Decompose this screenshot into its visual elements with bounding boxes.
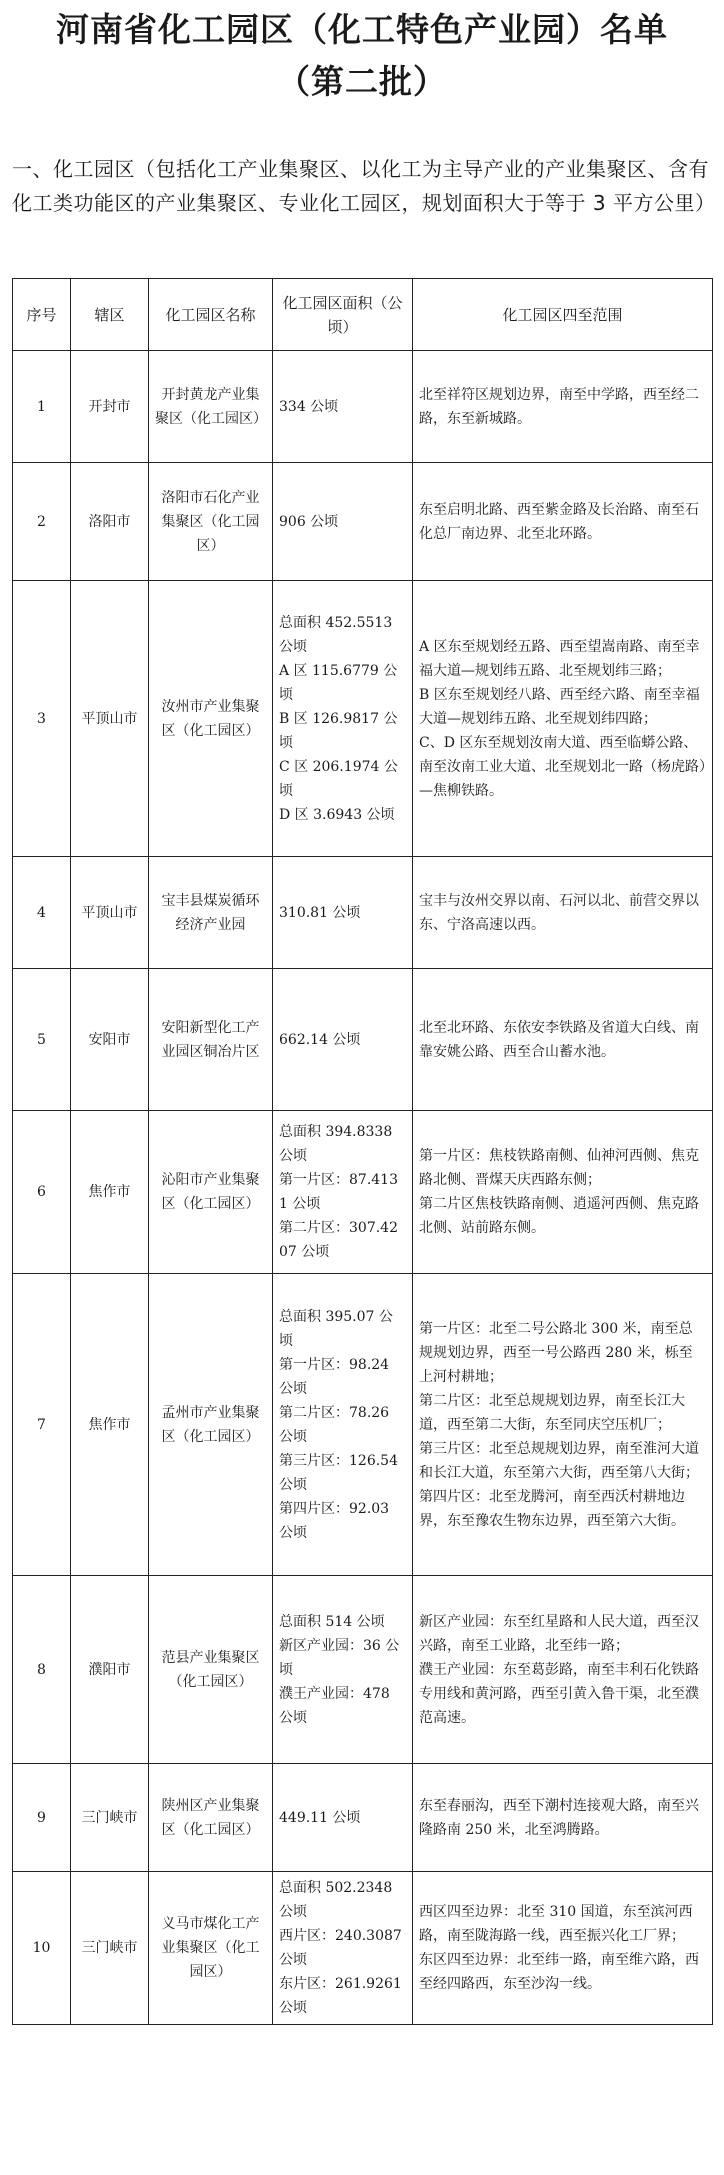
title-line-2: （第二批） xyxy=(277,62,447,101)
header-district: 辖区 xyxy=(71,279,149,351)
cell-serial: 2 xyxy=(13,463,71,581)
cell-park-area: 总面积 395.07 公顷 第一片区：98.24 公顷 第二片区：78.26 公顷 第三片区：126.54 公顷 第四片区：92.03 公顷 xyxy=(273,1274,413,1576)
cell-park-name: 范县产业集聚区（化工园区） xyxy=(149,1576,273,1764)
cell-park-name: 孟州市产业集聚区（化工园区） xyxy=(149,1274,273,1576)
cell-serial: 1 xyxy=(13,351,71,463)
table-body xyxy=(13,351,713,2025)
cell-park-area: 总面积 452.5513 公顷 A 区 115.6779 公顷 B 区 126.9817 公顷 C 区 206.1974 公顷 D 区 3.6943 公顷 xyxy=(273,581,413,857)
cell-park-name: 陕州区产业集聚区（化工园区） xyxy=(149,1764,273,1872)
cell-district: 三门峡市 xyxy=(71,1764,149,1872)
cell-district: 开封市 xyxy=(71,351,149,463)
table-row xyxy=(13,1111,713,1274)
table-row xyxy=(13,1764,713,1872)
cell-park-name: 安阳新型化工产业园区铜冶片区 xyxy=(149,969,273,1111)
cell-district: 焦作市 xyxy=(71,1111,149,1274)
table-row xyxy=(13,1576,713,1764)
cell-park-range: 第一片区：焦枝铁路南侧、仙神河西侧、焦克路北侧、晋煤天庆西路东侧； 第二片区焦枝铁路南侧、逍遥河西侧、焦克路北侧、站前路东侧。 xyxy=(413,1111,713,1274)
cell-district: 平顶山市 xyxy=(71,581,149,857)
cell-park-name: 沁阳市产业集聚区（化工园区） xyxy=(149,1111,273,1274)
cell-district: 濮阳市 xyxy=(71,1576,149,1764)
cell-park-area: 总面积 394.8338 公顷 第一片区：87.4131 公顷 第二片区：307.4207 公顷 xyxy=(273,1111,413,1274)
table-row xyxy=(13,463,713,581)
cell-park-name: 开封黄龙产业集聚区（化工园区） xyxy=(149,351,273,463)
cell-serial: 7 xyxy=(13,1274,71,1576)
cell-park-range: 东至启明北路、西至紫金路及长治路、南至石化总厂南边界、北至北环路。 xyxy=(413,463,713,581)
cell-serial: 6 xyxy=(13,1111,71,1274)
cell-serial: 10 xyxy=(13,1872,71,2025)
cell-park-range: 东至春丽沟，西至下潮村连接观大路，南至兴隆路南 250 米，北至鸿腾路。 xyxy=(413,1764,713,1872)
cell-park-area: 334 公顷 xyxy=(273,351,413,463)
table-row xyxy=(13,351,713,463)
cell-park-range: 宝丰与汝州交界以南、石河以北、前营交界以东、宁洛高速以西。 xyxy=(413,857,713,969)
cell-district: 焦作市 xyxy=(71,1274,149,1576)
cell-park-name: 宝丰县煤炭循环经济产业园 xyxy=(149,857,273,969)
title-line-1: 河南省化工园区（化工特色产业园）名单 xyxy=(56,10,668,49)
cell-serial: 4 xyxy=(13,857,71,969)
header-park-area: 化工园区面积（公顷） xyxy=(273,279,413,351)
cell-park-area: 总面积 502.2348 公顷 西片区：240.3087 公顷 东片区：261.9261 公顷 xyxy=(273,1872,413,2025)
table-header-row xyxy=(13,279,713,351)
cell-park-name: 汝州市产业集聚区（化工园区） xyxy=(149,581,273,857)
cell-district: 洛阳市 xyxy=(71,463,149,581)
cell-park-area: 310.81 公顷 xyxy=(273,857,413,969)
cell-park-name: 义马市煤化工产业集聚区（化工园区） xyxy=(149,1872,273,2025)
cell-serial: 8 xyxy=(13,1576,71,1764)
header-park-name: 化工园区名称 xyxy=(149,279,273,351)
table-row xyxy=(13,1872,713,2025)
cell-serial: 5 xyxy=(13,969,71,1111)
table-row xyxy=(13,1274,713,1576)
cell-park-area: 总面积 514 公顷 新区产业园：36 公顷 濮王产业园：478 公顷 xyxy=(273,1576,413,1764)
document-title xyxy=(0,0,724,108)
cell-district: 平顶山市 xyxy=(71,857,149,969)
cell-district: 安阳市 xyxy=(71,969,149,1111)
table-row xyxy=(13,857,713,969)
cell-park-range: 第一片区：北至二号公路北 300 米，南至总规规划边界，西至一号公路西 280 米，栎至上河村耕地； 第二片区：北至总规规划边界，南至长江大道，西至第二大街，东至同庆空压机厂； 第三片区：北至总规规划边界，南至淮河大道和长江大道，东至第六大街，西至第八大街； 第四片区：北至龙腾河，南至西沃村耕地边界，东至豫农生物东边界，西至第六大街。 xyxy=(413,1274,713,1576)
section-heading: 一、化工园区（包括化工产业集聚区、以化工为主导产业的产业集聚区、含有化工类功能区的产业集聚区、专业化工园区，规划面积大于等于 3 平方公里） xyxy=(12,157,716,215)
cell-park-area: 662.14 公顷 xyxy=(273,969,413,1111)
header-serial: 序号 xyxy=(13,279,71,351)
chemical-park-table xyxy=(12,278,713,2025)
cell-park-range: 新区产业园：东至红星路和人民大道，西至汉兴路，南至工业路，北至纬一路； 濮王产业园：东至葛彭路，南至丰利石化铁路专用线和黄河路，西至引黄入鲁干渠，北至濮范高速。 xyxy=(413,1576,713,1764)
cell-park-name: 洛阳市石化产业集聚区（化工园区） xyxy=(149,463,273,581)
cell-district: 三门峡市 xyxy=(71,1872,149,2025)
table-row xyxy=(13,581,713,857)
header-park-range: 化工园区四至范围 xyxy=(413,279,713,351)
cell-park-range: A 区东至规划经五路、西至望嵩南路、南至幸福大道—规划纬五路、北至规划纬三路； B 区东至规划经八路、西至经六路、南至幸福大道—规划纬五路、北至规划纬四路； C、D 区东至规划汝南大道、西至临蟒公路、南至汝南工业大道、北至规划北一路（杨虎路）—焦柳铁路。 xyxy=(413,581,713,857)
cell-park-area: 906 公顷 xyxy=(273,463,413,581)
cell-park-range: 西区四至边界：北至 310 国道，东至滨河西路，南至陇海路一线，西至振兴化工厂界； 东区四至边界：北至纬一路，南至维六路，西至经四路西，东至沙沟一线。 xyxy=(413,1872,713,2025)
cell-serial: 3 xyxy=(13,581,71,857)
cell-park-area: 449.11 公顷 xyxy=(273,1764,413,1872)
cell-park-range: 北至北环路、东依安李铁路及省道大白线、南靠安姚公路、西至合山蓄水池。 xyxy=(413,969,713,1111)
cell-serial: 9 xyxy=(13,1764,71,1872)
cell-park-range: 北至祥符区规划边界，南至中学路，西至经二路，东至新城路。 xyxy=(413,351,713,463)
table-row xyxy=(13,969,713,1111)
